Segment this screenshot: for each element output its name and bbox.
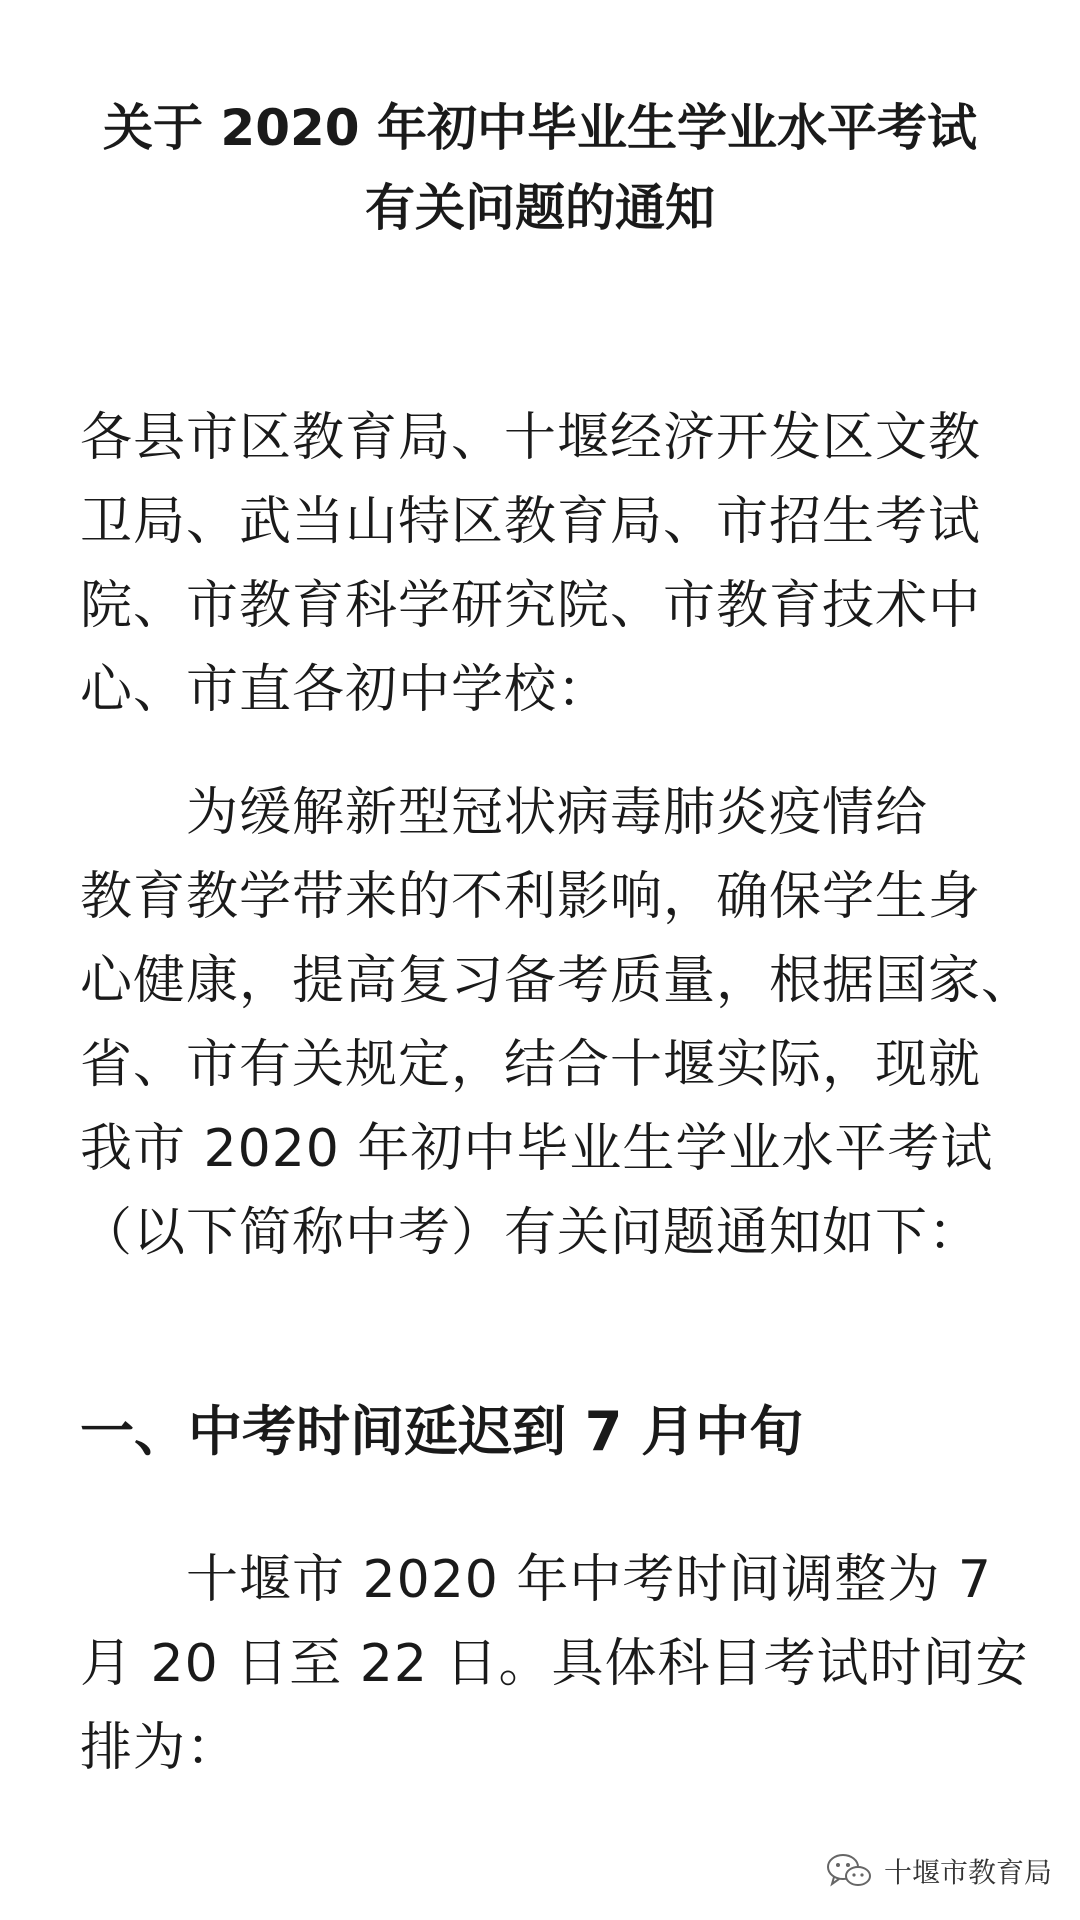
- intro-line-6: （以下简称中考）有关问题通知如下：: [80, 1203, 982, 1263]
- intro-line-1: 为缓解新型冠状病毒肺炎疫情给: [186, 783, 929, 843]
- intro-line-3: 心健康，提高复习备考质量，根据国家、: [80, 951, 1035, 1011]
- recipients-line-1: 各县市区教育局、十堰经济开发区文教: [80, 408, 982, 468]
- watermark-text: 十堰市教育局: [883, 1856, 1052, 1889]
- intro-line-2: 教育教学带来的不利影响，确保学生身: [80, 867, 982, 927]
- intro-line-5: 我市 2020 年初中毕业生学业水平考试: [80, 1119, 994, 1179]
- recipients-line-2: 卫局、武当山特区教育局、市招生考试: [80, 492, 982, 552]
- watermark: [824, 1846, 1052, 1896]
- section-1-line-2: 月 20 日至 22 日。具体科目考试时间安: [80, 1634, 1029, 1694]
- wechat-icon: [824, 1851, 874, 1891]
- document-title-line-2: 有关问题的通知: [365, 179, 715, 237]
- recipients-line-3: 院、市教育科学研究院、市教育技术中: [80, 576, 982, 636]
- section-1-line-3: 排为：: [80, 1718, 240, 1778]
- intro-line-4: 省、市有关规定，结合十堰实际，现就: [80, 1035, 982, 1095]
- recipients-line-4: 心、市直各初中学校：: [80, 660, 611, 720]
- document-title-line-1: 关于 2020 年初中毕业生学业水平考试: [103, 99, 977, 157]
- section-1-heading: 一、中考时间延迟到 7 月中旬: [80, 1400, 804, 1463]
- section-1-line-1: 十堰市 2020 年中考时间调整为 7: [186, 1550, 993, 1610]
